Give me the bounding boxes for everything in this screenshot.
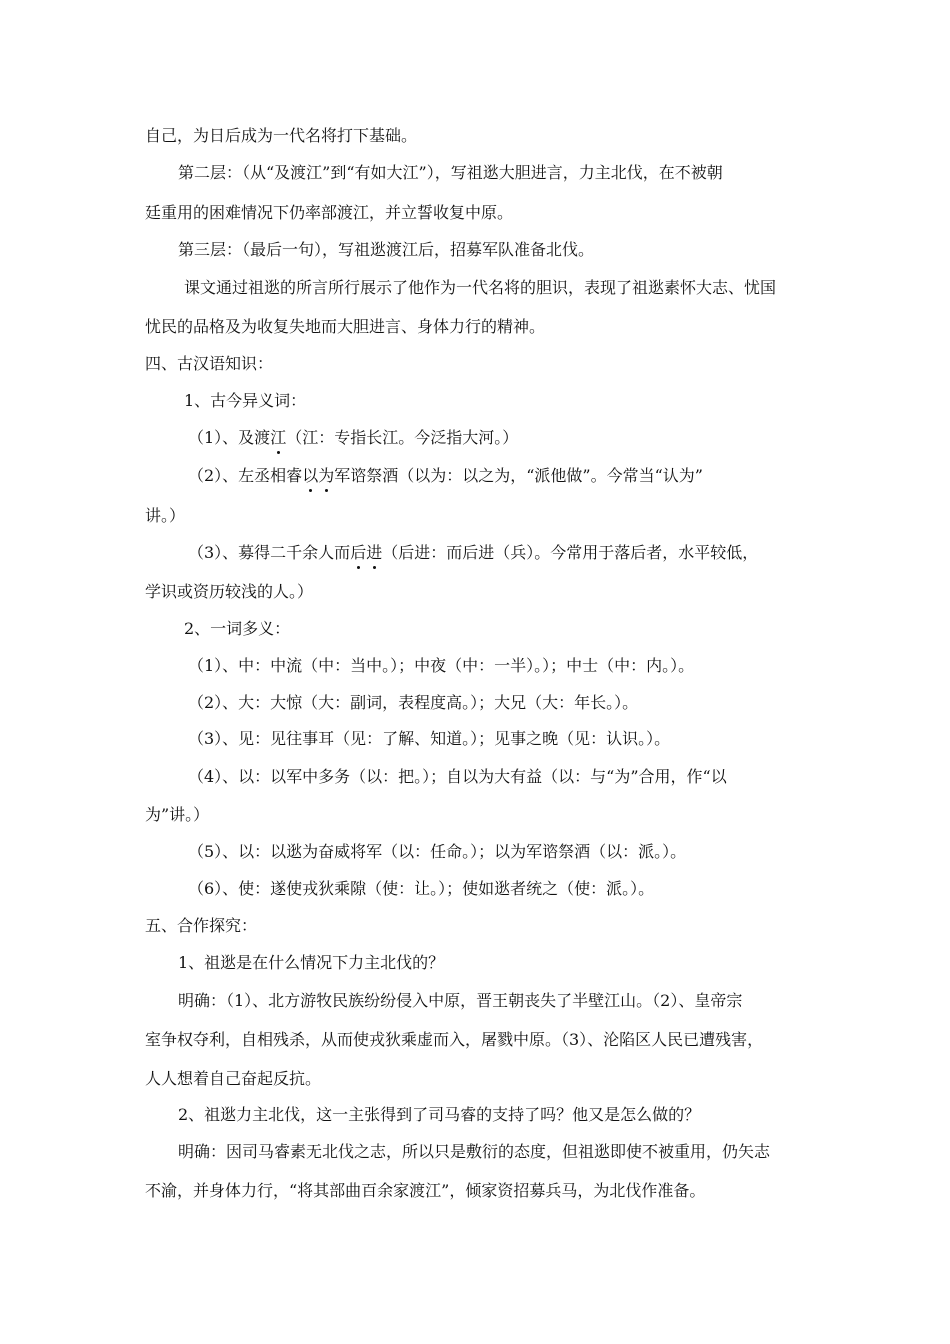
paragraph-line: 第三层：（最后一句），写祖逖渡江后，招募军队准备北伐。 — [178, 240, 595, 259]
text-run: （3）、募得二千余人而 — [188, 543, 351, 562]
subsection-heading: 2、一词多义： — [184, 619, 291, 638]
paragraph-line: 为”讲。） — [145, 805, 210, 824]
list-item — [188, 466, 703, 486]
list-item: （2）、大：大惊（大：副词，表程度高。）；大兄（大：年长。）。 — [188, 693, 639, 712]
paragraph-line: 讲。） — [145, 506, 186, 525]
paragraph-line: 廷重用的困难情况下仍率部渡江，并立誓收复中原。 — [145, 203, 514, 222]
question: 1、祖逖是在什么情况下力主北伐的？ — [178, 953, 445, 972]
section-heading: 五、合作探究： — [145, 916, 258, 935]
question: 2、祖逖力主北伐，这一主张得到了司马睿的支持了吗？他又是怎么做的？ — [178, 1105, 701, 1124]
paragraph-line: 忧民的品格及为收复失地而大胆进言、身体力行的精神。 — [145, 317, 546, 336]
paragraph-line: 不渝，并身体力行，“将其部曲百余家渡江”，倾家资招募兵马，为北伐作准备。 — [145, 1181, 706, 1200]
text-run: （后进：而后进（兵）。今常用于落后者，水平较低， — [382, 543, 759, 562]
list-item: （6）、使：遂使戎狄乘隙（使：让。）；使如逖者统之（使：派。）。 — [188, 879, 655, 898]
text-run: （1）、及渡 — [188, 428, 271, 447]
paragraph-line: 室争权夺利，自相残杀，从而使戎狄乘虚而入，屠戮中原。（3）、沦陷区人民已遭残害， — [145, 1030, 764, 1049]
paragraph-line: 课文通过祖逖的所言所行展示了他作为一代名将的胆识，表现了祖逖素怀大志、忧国 — [184, 278, 777, 297]
text-run: （2）、左丞相睿 — [188, 466, 303, 485]
emphasis-char: 后 — [350, 543, 367, 562]
text-run: （江：专指长江。今泛指大河。） — [286, 428, 519, 447]
list-item: （4）、以：以军中多务（以：把。）；自以为大有益（以：与“为”合用，作“以 — [188, 767, 727, 786]
list-item — [188, 543, 758, 563]
text-run: 军谘祭酒（以为：以之为，“派他做”。今常当“认为” — [334, 466, 703, 485]
emphasis-char: 进 — [366, 543, 383, 562]
paragraph-line: 学识或资历较浅的人。） — [145, 582, 314, 601]
paragraph-line: 明确：因司马睿素无北伐之志，所以只是敷衍的态度，但祖逖即使不被重用，仍矢志 — [178, 1142, 771, 1161]
section-heading: 四、古汉语知识： — [145, 354, 274, 373]
emphasis-char: 为 — [318, 466, 335, 485]
paragraph-line: 人人想着自己奋起反抗。 — [145, 1069, 322, 1088]
emphasis-char: 以 — [302, 466, 319, 485]
list-item: （3）、见：见往事耳（见：了解、知道。）；见事之晚（见：认识。）。 — [188, 729, 671, 748]
list-item: （5）、以：以逖为奋威将军（以：任命。）；以为军谘祭酒（以：派。）。 — [188, 842, 687, 861]
subsection-heading: 1、古今异义词： — [184, 391, 307, 410]
emphasis-char: 江 — [270, 428, 287, 447]
paragraph-line: 明确：（1）、北方游牧民族纷纷侵入中原，晋王朝丧失了半壁江山。（2）、皇帝宗 — [178, 991, 743, 1010]
paragraph-line: 自己，为日后成为一代名将打下基础。 — [145, 126, 418, 145]
paragraph-line: 第二层：（从“及渡江”到“有如大江”），写祖逖大胆进言，力主北伐，在不被朝 — [178, 163, 723, 182]
list-item — [188, 428, 518, 448]
list-item: （1）、中：中流（中：当中。）；中夜（中：一半）。）；中士（中：内。）。 — [188, 656, 695, 675]
